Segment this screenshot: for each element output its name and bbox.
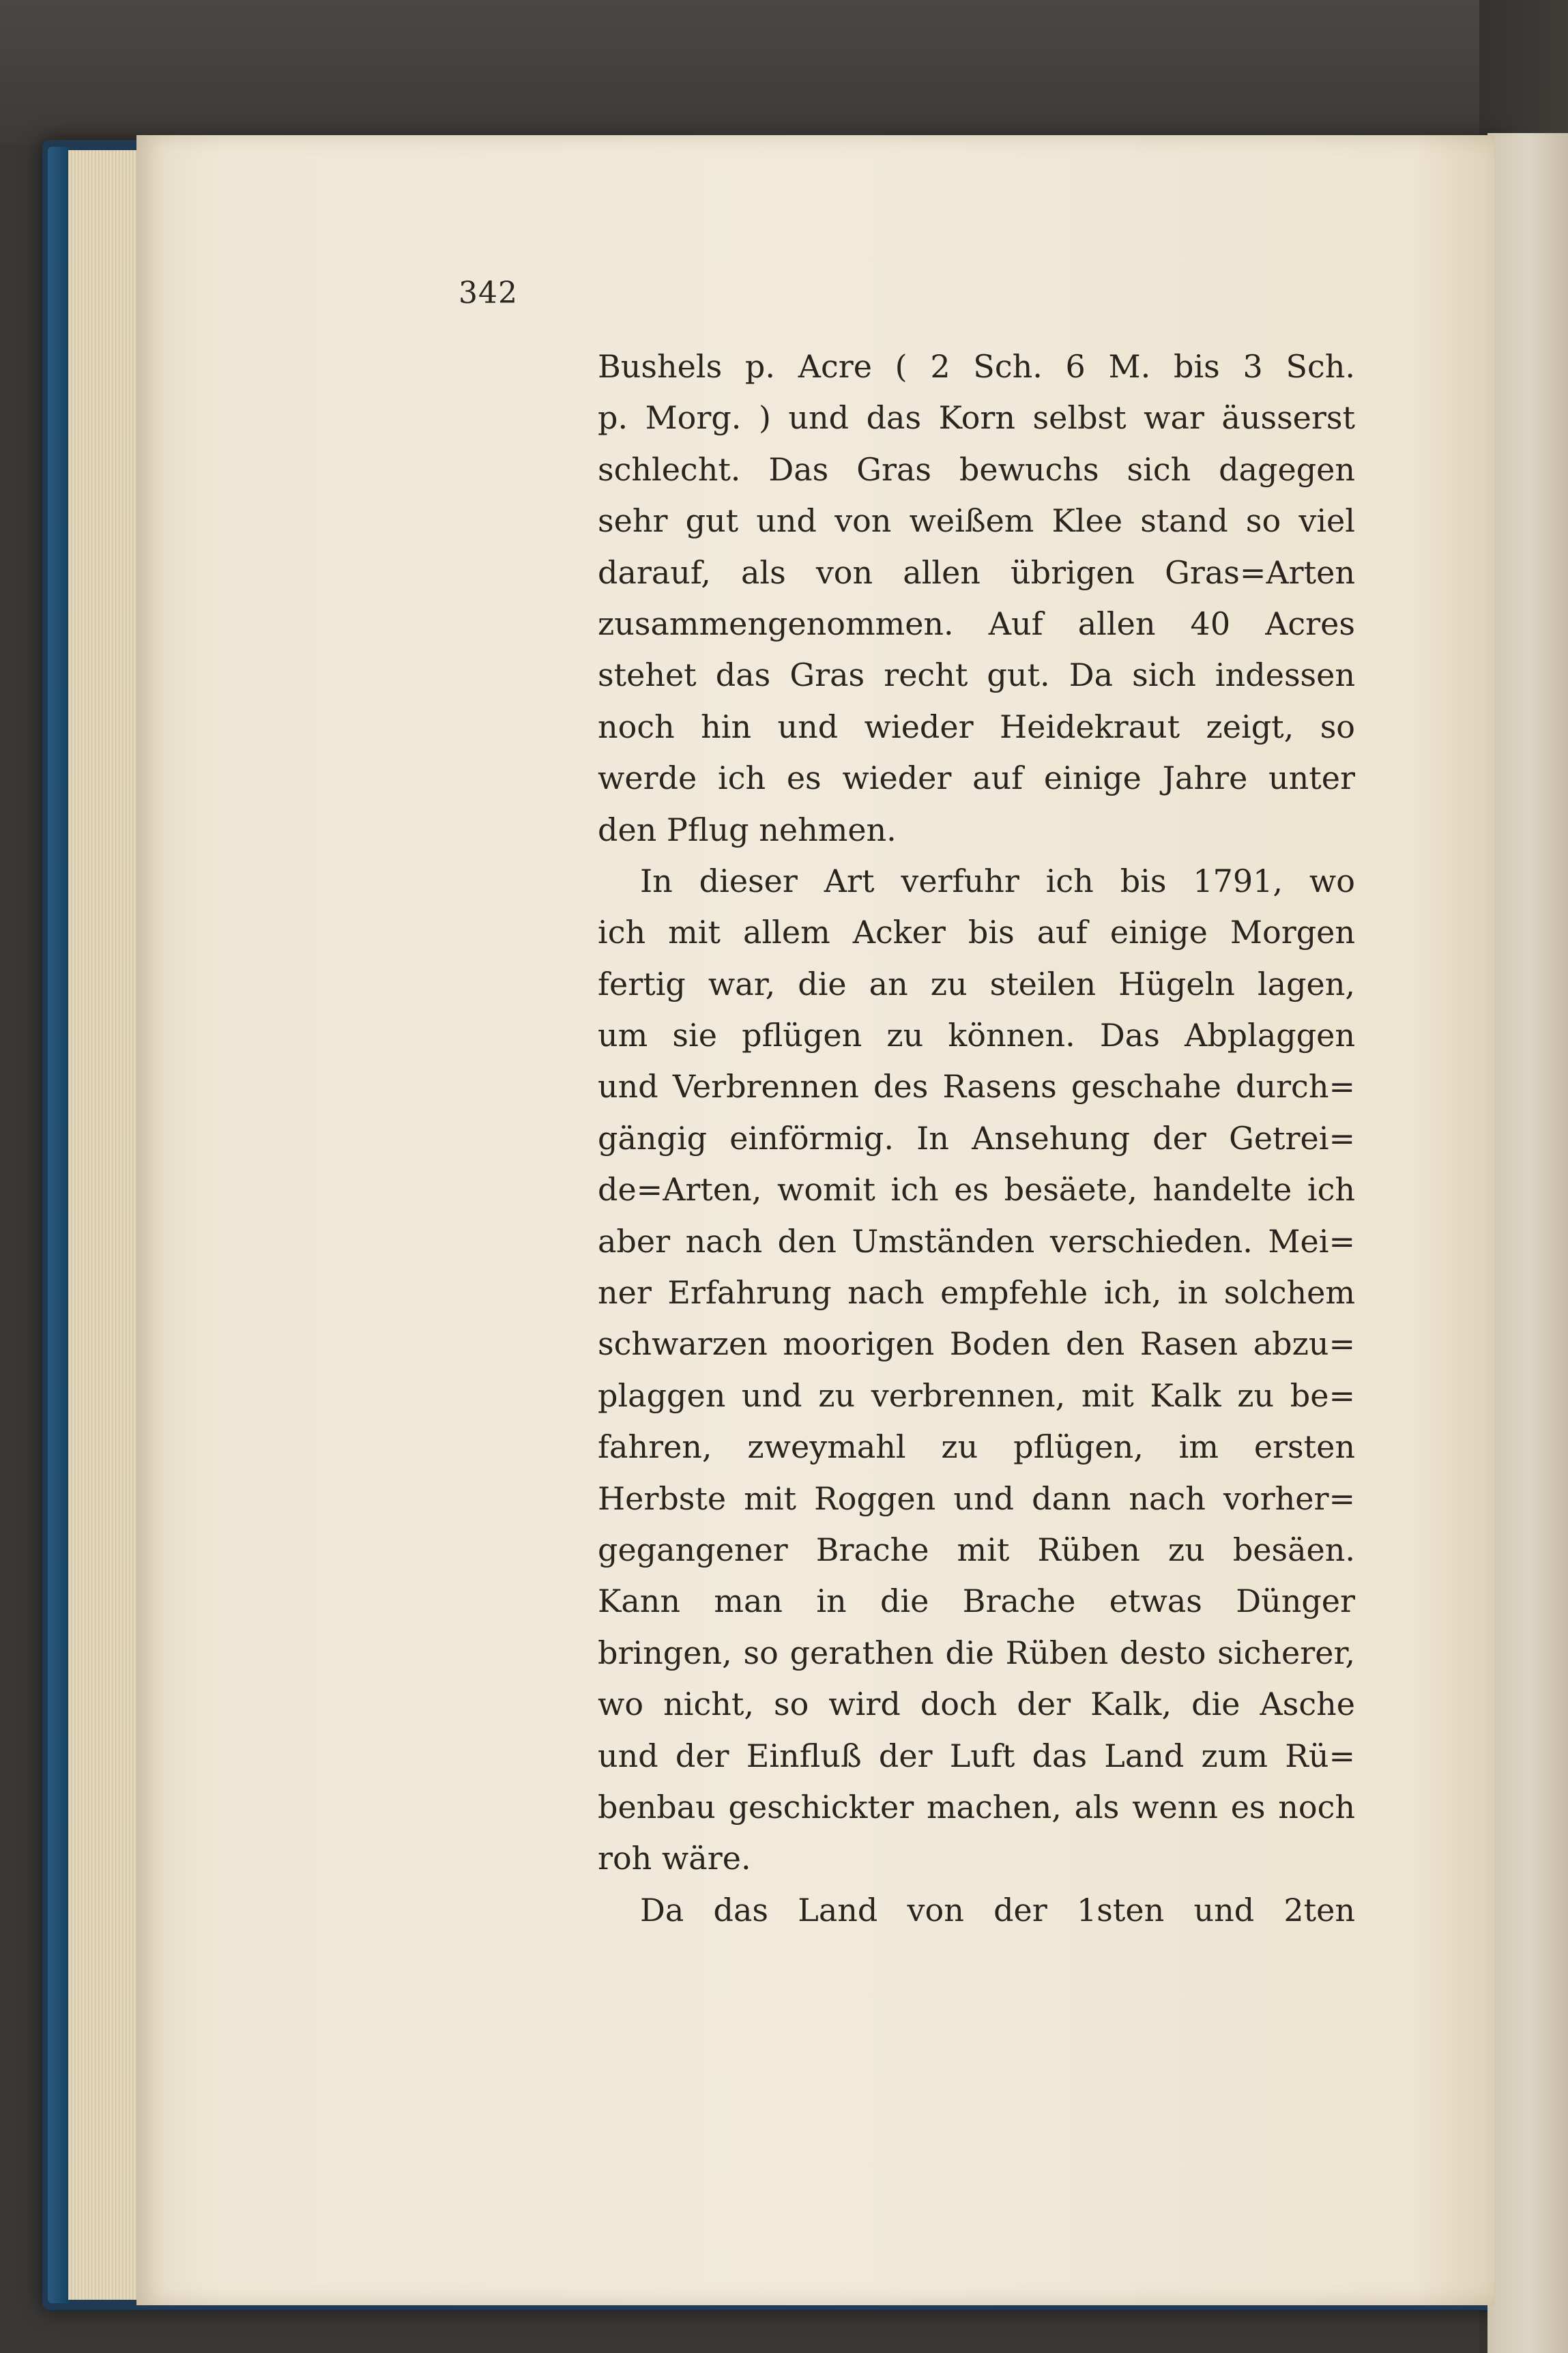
page-text	[598, 341, 1355, 1936]
text-line: schlecht. Das Gras bewuchs sich dagegen	[598, 450, 1355, 488]
text-line: roh wäre.	[598, 1840, 751, 1877]
text-line: plaggen und zu verbrennen, mit Kalk zu be=	[598, 1376, 1355, 1414]
text-line: noch hin und wieder Heidekraut zeigt, so	[598, 708, 1355, 745]
text-line: fertig war, die an zu steilen Hügeln lagen,	[598, 965, 1355, 1002]
text-line: In dieser Art verfuhr ich bis 1791, wo	[640, 862, 1355, 899]
text-line: Kann man in die Brache etwas Dünger	[598, 1583, 1355, 1620]
text-line: darauf, als von allen übrigen Gras=Arten	[598, 553, 1355, 591]
text-line: gegangener Brache mit Rüben zu besäen.	[598, 1531, 1355, 1568]
text-line: um sie pflügen zu können. Das Abplaggen	[598, 1017, 1355, 1054]
text-line: stehet das Gras recht gut. Da sich indessen	[598, 656, 1355, 694]
text-line: aber nach den Umständen verschieden. Mei=	[598, 1222, 1355, 1260]
text-line: sehr gut und von weißem Klee stand so viel	[598, 502, 1355, 540]
text-line: werde ich es wieder auf einige Jahre unter	[598, 760, 1355, 797]
text-line: fahren, zweymahl zu pflügen, im ersten	[598, 1428, 1355, 1466]
text-line: Bushels p. Acre ( 2 Sch. 6 M. bis 3 Sch.	[598, 348, 1355, 385]
text-line: und der Einfluß der Luft das Land zum Rü=	[598, 1737, 1355, 1774]
facing-page-edge	[1487, 133, 1568, 2353]
text-line: gängig einförmig. In Ansehung der Getrei=	[598, 1119, 1355, 1157]
text-line: benbau geschickter machen, als wenn es noch	[598, 1788, 1355, 1825]
text-line: den Pflug nehmen.	[598, 811, 897, 848]
text-line: Da das Land von der 1sten und 2ten	[640, 1891, 1355, 1929]
text-line: schwarzen moorigen Boden den Rasen abzu=	[598, 1325, 1355, 1363]
text-line: ich mit allem Acker bis auf einige Morgen	[598, 914, 1355, 951]
page-number: 342	[459, 276, 518, 311]
text-line: de=Arten, womit ich es besäete, handelte ich	[598, 1171, 1355, 1209]
text-line: Herbste mit Roggen und dann nach vorher=	[598, 1479, 1355, 1517]
text-line: bringen, so gerathen die Rüben desto sicherer,	[598, 1634, 1355, 1671]
text-line: p. Morg. ) und das Korn selbst war äusserst	[598, 399, 1355, 437]
text-line: und Verbrennen des Rasens geschahe durch=	[598, 1068, 1355, 1106]
text-line: zusammengenommen. Auf allen 40 Acres	[598, 605, 1355, 642]
text-line: ner Erfahrung nach empfehle ich, in solchem	[598, 1274, 1355, 1312]
backdrop	[0, 0, 1568, 143]
text-line: wo nicht, so wird doch der Kalk, die Asche	[598, 1686, 1355, 1723]
page-stack-edge	[68, 150, 143, 2300]
